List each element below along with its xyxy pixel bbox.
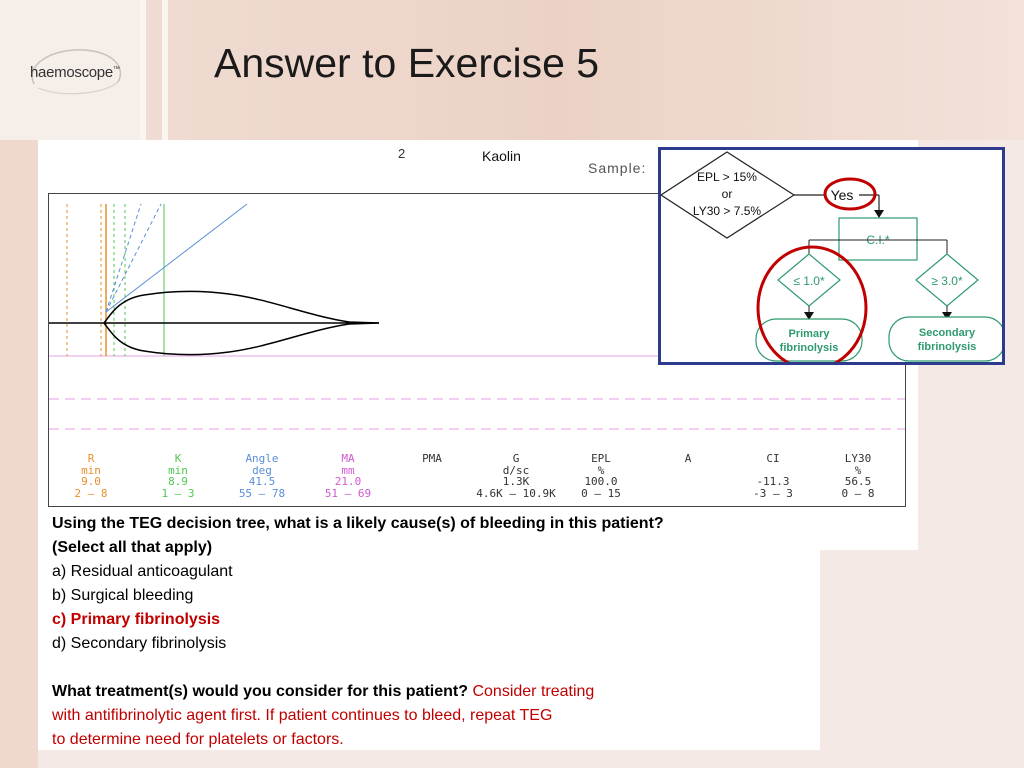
option-b: b) Surgical bleeding xyxy=(52,587,194,604)
param-ci-range: -3 — 3 xyxy=(753,487,793,500)
param-ma-name: MA xyxy=(341,452,355,465)
param-ma-range: 51 — 69 xyxy=(324,487,372,500)
param-epl-value: 100.0 xyxy=(584,475,618,488)
param-g-value: 1.3K xyxy=(502,475,530,488)
activator-label: Kaolin xyxy=(482,148,521,164)
param-ly30-name: LY30 xyxy=(844,452,872,465)
option-c-answer: c) Primary fibrinolysis xyxy=(52,611,221,628)
decision-tree xyxy=(658,147,1005,365)
ci-text: C.I.* xyxy=(866,233,890,247)
param-ci-value: -11.3 xyxy=(756,475,790,488)
param-ly30-range: 0 — 8 xyxy=(841,487,875,500)
divider-line xyxy=(162,0,168,140)
param-g-unit: d/sc xyxy=(502,464,530,477)
epl-text-2: or xyxy=(721,187,733,201)
sample-label: Sample: xyxy=(588,160,647,176)
param-r-name: R xyxy=(87,452,95,465)
param-angle-unit: deg xyxy=(252,464,272,477)
angle-normal-line xyxy=(106,204,141,312)
yes-label: Yes xyxy=(830,187,854,203)
divider-line xyxy=(140,0,146,140)
secondary-text-2: fibrinolysis xyxy=(917,341,977,353)
option-a: a) Residual anticoagulant xyxy=(52,563,233,580)
param-angle-range: 55 — 78 xyxy=(238,487,286,500)
param-k-range: 1 — 3 xyxy=(161,487,195,500)
channel-number: 2 xyxy=(398,146,406,161)
question-line-2: (Select all that apply) xyxy=(52,539,213,556)
param-angle-name: Angle xyxy=(245,452,279,465)
logo-area xyxy=(0,0,140,140)
treatment-line-1 xyxy=(52,680,822,704)
param-ma-value: 21.0 xyxy=(334,475,362,488)
treatment-answer-1: Consider treating xyxy=(472,683,595,700)
decision-tree-svg xyxy=(661,150,1002,362)
teg-trace xyxy=(49,291,379,323)
angle-line xyxy=(106,204,247,312)
param-k-name: K xyxy=(174,452,182,465)
param-ma-unit: mm xyxy=(341,464,355,477)
low-ci-text: ≤ 1.0* xyxy=(793,274,825,288)
question-block xyxy=(52,512,822,752)
teg-trace-lower xyxy=(104,323,379,355)
option-d: d) Secondary fibrinolysis xyxy=(52,635,227,652)
treatment-answer-3: to determine need for platelets or factors. xyxy=(52,731,344,748)
arrow-head xyxy=(874,210,884,218)
param-ly30-unit: % xyxy=(854,464,862,477)
param-r-range: 2 — 8 xyxy=(74,487,108,500)
param-k-value: 8.9 xyxy=(168,475,188,488)
param-a-name: A xyxy=(684,452,692,465)
param-epl-range: 0 — 15 xyxy=(581,487,621,500)
primary-text-1: Primary xyxy=(788,328,830,340)
param-pma-name: PMA xyxy=(422,452,442,465)
param-epl-name: EPL xyxy=(591,452,611,465)
param-ly30-value: 56.5 xyxy=(844,475,872,488)
primary-text-2: fibrinolysis xyxy=(779,342,839,354)
epl-text-1: EPL > 15% xyxy=(697,170,757,184)
param-r-unit: min xyxy=(81,464,101,477)
param-g-name: G xyxy=(512,452,520,465)
secondary-text-1: Secondary xyxy=(918,327,976,339)
param-g-range: 4.6K — 10.9K xyxy=(476,487,556,500)
question-line-1: Using the TEG decision tree, what is a likely cause(s) of bleeding in this patient? xyxy=(52,515,664,532)
secondary-box xyxy=(889,317,1002,361)
left-strip xyxy=(0,140,38,768)
epl-text-3: LY30 > 7.5% xyxy=(692,204,762,218)
high-ci-text: ≥ 3.0* xyxy=(931,274,963,288)
param-k-unit: min xyxy=(168,464,188,477)
slide-title: Answer to Exercise 5 xyxy=(214,40,600,86)
brand-logo: haemoscope™ xyxy=(30,64,120,81)
parameter-table xyxy=(74,452,874,500)
treatment-answer-2: with antifibrinolytic agent first. If patient continues to bleed, repeat TEG xyxy=(52,707,553,724)
param-angle-value: 41.5 xyxy=(248,475,276,488)
param-ci-name: CI xyxy=(766,452,780,465)
spacer xyxy=(52,656,822,680)
treatment-question: What treatment(s) would you consider for this patient? xyxy=(52,683,469,700)
param-r-value: 9.0 xyxy=(81,475,101,488)
param-epl-unit: % xyxy=(597,464,605,477)
